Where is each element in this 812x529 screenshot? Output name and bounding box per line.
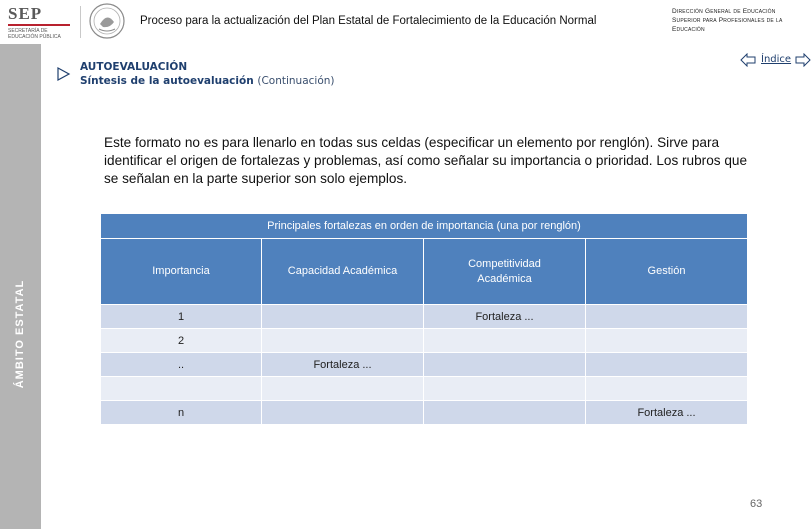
page-header <box>0 0 812 44</box>
table-cell: Fortaleza ... <box>262 353 424 377</box>
table-cell: .. <box>101 353 262 377</box>
table-cell <box>101 377 262 401</box>
table-cell: 2 <box>101 329 262 353</box>
table-cell <box>262 329 424 353</box>
section-continuation: (Continuación) <box>257 75 335 87</box>
sep-logo-subtitle: SECRETARÍA DE EDUCACIÓN PÚBLICA <box>8 28 61 40</box>
coat-of-arms-seal-icon <box>88 2 126 40</box>
section-subtitle <box>80 75 335 87</box>
column-header-capacidad: Capacidad Académica <box>262 239 424 305</box>
sidebar-label: ÁMBITO ESTATAL <box>14 279 26 389</box>
table-row <box>101 401 748 425</box>
table-cell <box>262 401 424 425</box>
section-title: AUTOEVALUACIÓN <box>80 61 188 73</box>
section-arrow-icon <box>57 67 71 81</box>
table-cell <box>586 329 748 353</box>
table-cell: n <box>101 401 262 425</box>
table-cell <box>262 305 424 329</box>
table-cell <box>586 377 748 401</box>
column-header-importancia: Importancia <box>101 239 262 305</box>
header-title: Proceso para la actualización del Plan Estatal de Fortalecimiento de la Educación Normal <box>140 15 597 27</box>
intro-paragraph: Este formato no es para llenarlo en todas sus celdas (especificar un elemento por renglón). Sirve para identificar el origen de fortalezas y problemas, así como señalar su importancia o prioridad. Los rubros que se señalan en la parte superior son solo ejemplos. <box>104 135 748 186</box>
table-cell <box>586 353 748 377</box>
prev-arrow-icon[interactable] <box>740 53 756 67</box>
table-cell <box>424 329 586 353</box>
table-caption: Principales fortalezas en orden de importancia (una por renglón) <box>101 214 748 239</box>
header-divider <box>80 6 81 38</box>
logo-divider-bar <box>8 24 70 26</box>
table-cell <box>586 305 748 329</box>
page-number: 63 <box>750 498 763 510</box>
sep-logo-text: SEP <box>8 4 43 23</box>
column-header-competitividad: Competitividad Académica <box>424 239 586 305</box>
table-cell <box>424 353 586 377</box>
table-row <box>101 305 748 329</box>
table-cell: Fortaleza ... <box>424 305 586 329</box>
table-row <box>101 329 748 353</box>
column-header-gestion: Gestión <box>586 239 748 305</box>
next-arrow-icon[interactable] <box>795 53 811 67</box>
table-cell: 1 <box>101 305 262 329</box>
table-cell <box>424 401 586 425</box>
table-cell: Fortaleza ... <box>586 401 748 425</box>
table-row <box>101 353 748 377</box>
section-subtitle-text: Síntesis de la autoevaluación <box>80 75 254 87</box>
table-row <box>101 377 748 401</box>
sidebar <box>0 44 41 529</box>
directorate-name: Dirección General de Educación Superior para Profesionales de la Educación <box>672 8 783 33</box>
strengths-table <box>100 213 748 425</box>
index-link[interactable]: Índice <box>761 54 792 65</box>
table-cell <box>424 377 586 401</box>
table-cell <box>262 377 424 401</box>
sep-logo <box>6 4 78 42</box>
